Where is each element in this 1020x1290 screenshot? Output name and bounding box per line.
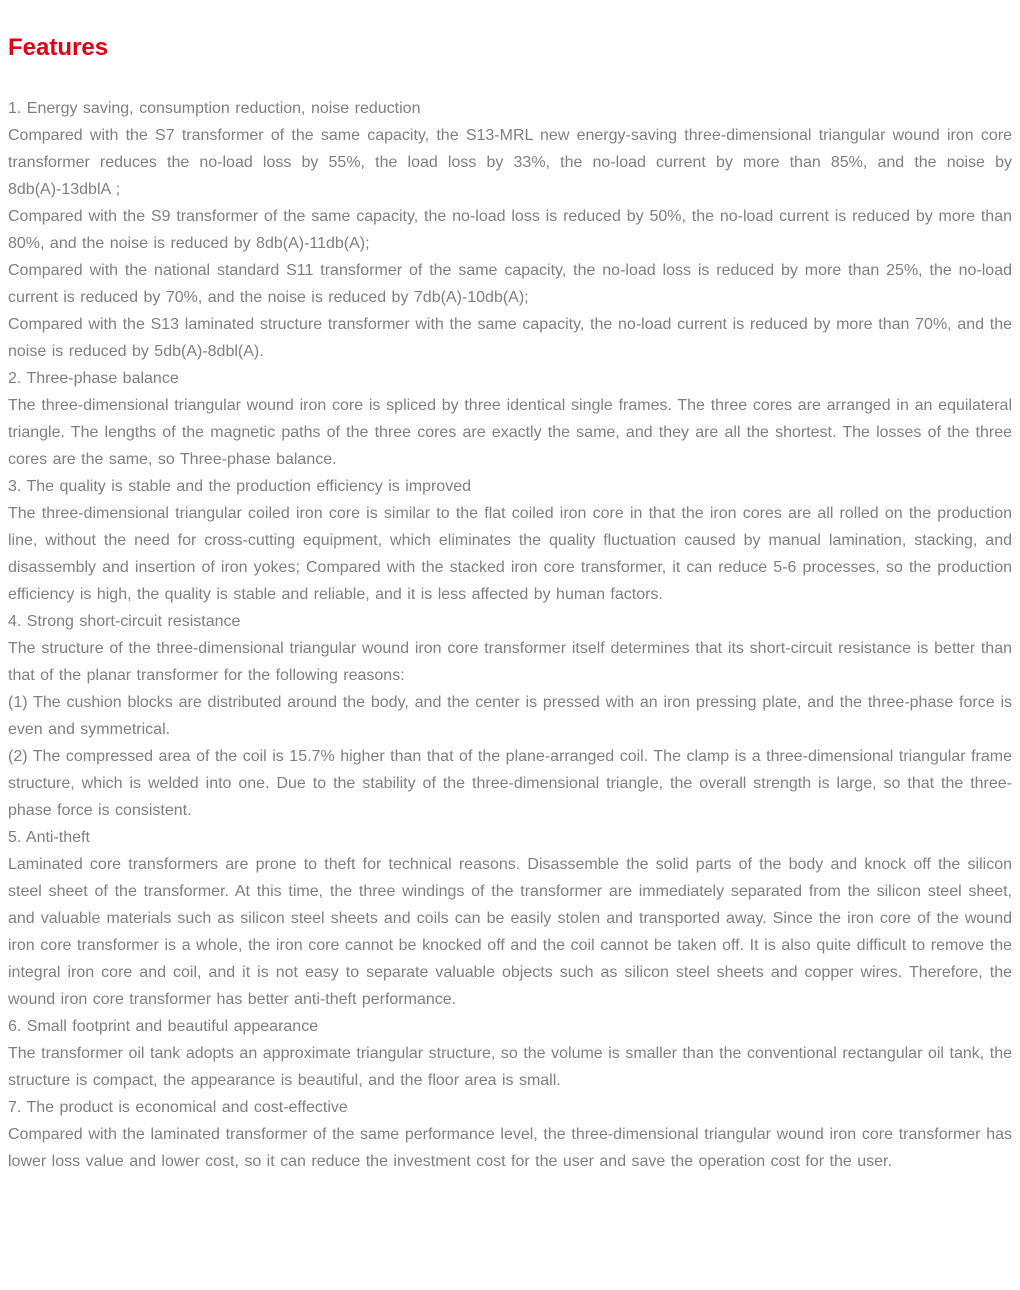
section-2-title: 2. Three-phase balance (8, 370, 179, 387)
section-1-s7-comparison: Compared with the S7 transformer of the same capacity, the S13-MRL new energy-saving three-dimensional triangular wound iron core transformer reduces the no-load loss by 55%, the load loss by 33%, the no-load current by more than 85%, and the noise by 8db(A)-13dblA ; (8, 127, 1012, 198)
section-5-title: 5. Anti-theft (8, 829, 90, 846)
section-4-body: The structure of the three-dimensional triangular wound iron core transformer itself determines that its short-circuit resistance is better than that of the planar transformer for the following reasons: (8, 640, 1012, 684)
section-3-title: 3. The quality is stable and the production efficiency is improved (8, 478, 471, 495)
features-content (8, 95, 1012, 1175)
section-4-title: 4. Strong short-circuit resistance (8, 613, 241, 630)
page-title: Features (8, 34, 109, 61)
features-page (0, 34, 1020, 1175)
section-7-title: 7. The product is economical and cost-effective (8, 1099, 348, 1116)
section-6-title: 6. Small footprint and beautiful appearance (8, 1018, 319, 1035)
section-1-s11-comparison: Compared with the national standard S11 transformer of the same capacity, the no-load loss is reduced by more than 25%, the no-load current is reduced by 70%, and the noise is reduced by 7db(A)-10db(A); (8, 262, 1012, 306)
section-1-title: 1. Energy saving, consumption reduction, noise reduction (8, 100, 421, 117)
section-2-body: The three-dimensional triangular wound iron core is spliced by three identical single frames. The three cores are arranged in an equilateral triangle. The lengths of the magnetic paths of the three cores are exactly the same, and they are all the shortest. The losses of the three cores are the same, so Three-phase balance. (8, 397, 1012, 468)
section-6-body: The transformer oil tank adopts an approximate triangular structure, so the volume is smaller than the conventional rectangular oil tank, the structure is compact, the appearance is beautiful, and the floor area is small. (8, 1045, 1012, 1089)
section-4-point-1: (1) The cushion blocks are distributed around the body, and the center is pressed with an iron pressing plate, and the three-phase force is even and symmetrical. (8, 694, 1012, 738)
section-7-body: Compared with the laminated transformer of the same performance level, the three-dimensional triangular wound iron core transformer has lower loss value and lower cost, so it can reduce the investment cost for the user and save the operation cost for the user. (8, 1126, 1012, 1170)
section-1-s13-comparison: Compared with the S13 laminated structure transformer with the same capacity, the no-load current is reduced by more than 70%, and the noise is reduced by 5db(A)-8dbl(A). (8, 316, 1012, 360)
section-5-body: Laminated core transformers are prone to theft for technical reasons. Disassemble the solid parts of the body and knock off the silicon steel sheet of the transformer. At this time, the three windings of the transformer are immediately separated from the silicon steel sheet, and valuable materials such as silicon steel sheets and coils can be easily stolen and transported away. Since the iron core of the wound iron core transformer is a whole, the iron core cannot be knocked off and the coil cannot be taken off. It is also quite difficult to remove the integral iron core and coil, and it is not easy to separate valuable objects such as silicon steel sheets and copper wires. Therefore, the wound iron core transformer has better anti-theft performance. (8, 856, 1012, 1008)
section-4-point-2: (2) The compressed area of the coil is 15.7% higher than that of the plane-arranged coil. The clamp is a three-dimensional triangular frame structure, which is welded into one. Due to the stability of the three-dimensional triangle, the overall strength is large, so that the three-phase force is consistent. (8, 748, 1012, 819)
section-1-s9-comparison: Compared with the S9 transformer of the same capacity, the no-load loss is reduced by 50%, the no-load current is reduced by more than 80%, and the noise is reduced by 8db(A)-11db(A); (8, 208, 1012, 252)
section-3-body: The three-dimensional triangular coiled iron core is similar to the flat coiled iron core in that the iron cores are all rolled on the production line, without the need for cross-cutting equipment, which eliminates the quality fluctuation caused by manual lamination, stacking, and disassembly and insertion of iron yokes; Compared with the stacked iron core transformer, it can reduce 5-6 processes, so the production efficiency is high, the quality is stable and reliable, and it is less affected by human factors. (8, 505, 1012, 603)
